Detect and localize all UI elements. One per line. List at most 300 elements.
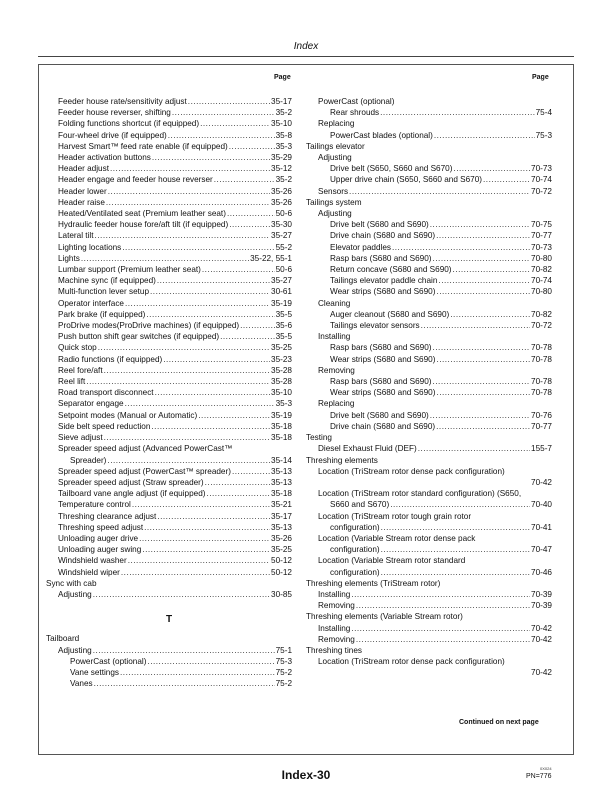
dot-leader: [95, 230, 271, 241]
index-entry: [46, 421, 292, 432]
dot-leader: [220, 331, 274, 342]
index-entry-text: Park brake (if equipped): [58, 309, 146, 319]
index-entry: [46, 219, 292, 230]
index-entry-text: Sieve adjust: [58, 433, 103, 443]
index-entry-text: Hydraulic feeder house fore/aft tilt (if equipped): [58, 220, 229, 230]
index-entry: [306, 555, 552, 566]
page-column-label-right: Page: [532, 74, 549, 81]
dot-leader: [381, 522, 530, 533]
index-entry-page: 70-72: [531, 186, 552, 196]
header-rule: [38, 56, 574, 57]
index-entry: [306, 208, 552, 219]
index-entry: [306, 264, 552, 275]
index-entry-page: 35-2: [275, 175, 292, 185]
index-entry: [46, 286, 292, 297]
index-entry: [306, 600, 552, 611]
index-entry-text: Tailings system: [306, 197, 362, 207]
index-entry: [306, 331, 552, 342]
index-entry-text: Location (TriStream rotor dense pack configuration): [318, 466, 505, 476]
index-entry-text: Drive chain (S680 and S690): [330, 421, 436, 431]
footer-pn: PN=776: [526, 773, 552, 780]
index-entry: [46, 242, 292, 253]
dot-leader: [214, 174, 275, 185]
index-entry-page: 70-77: [531, 421, 552, 431]
index-entry: [306, 533, 552, 544]
dot-leader: [390, 499, 530, 510]
index-entry-text: Side belt speed reduction: [58, 421, 151, 431]
index-entry: [46, 186, 292, 197]
index-column-left: [46, 96, 292, 689]
dot-leader: [430, 219, 530, 230]
index-entry: [306, 488, 552, 499]
index-entry-page: 35-10: [271, 119, 292, 129]
index-entry-text: Replacing: [318, 399, 355, 409]
index-entry: [306, 163, 552, 174]
dot-leader: [172, 107, 275, 118]
index-entry-page: 70-46: [531, 567, 552, 577]
index-entry-text: configuration): [330, 567, 380, 577]
index-entry-text: Threshing elements (TriStream rotor): [306, 578, 441, 588]
running-header: Index: [293, 41, 319, 52]
dot-leader: [168, 130, 275, 141]
index-entry: [46, 410, 292, 421]
index-entry-text: Installing: [318, 332, 351, 342]
index-entry-text: Location (TriStream rotor dense pack configuration): [318, 657, 505, 667]
index-entry-page: 155-7: [531, 444, 552, 454]
dot-leader: [433, 253, 531, 264]
index-entry-text: Road transport disconnect: [58, 388, 154, 398]
index-entry: [46, 466, 292, 477]
index-entry: [46, 354, 292, 365]
index-entry: [306, 242, 552, 253]
section-letter-t: T: [165, 614, 173, 626]
index-entry-page: 35-3: [275, 141, 292, 151]
index-entry-text: Harvest Smart™ feed rate enable (if equipped): [58, 141, 228, 151]
index-entry-text: Reel lift: [58, 377, 86, 387]
index-entry: [306, 354, 552, 365]
index-entry-page: 70-42: [531, 634, 552, 644]
index-entry-text: Location (TriStream rotor tough grain rotor: [318, 511, 472, 521]
index-entry-text: Lights: [58, 253, 80, 263]
index-entry-text: Testing: [306, 433, 332, 443]
index-entry-page: 70-42: [531, 668, 552, 678]
index-entry: [306, 499, 552, 510]
continued-note: Continued on next page: [459, 719, 539, 726]
index-entry: [46, 633, 292, 644]
index-entry: [306, 567, 552, 578]
index-entry: [306, 544, 552, 555]
index-entry-text: Heated/Ventilated seat (Premium leather seat): [58, 209, 226, 219]
index-entry-text: Auger cleanout (S680 and S690): [330, 309, 450, 319]
index-entry-page: 35-13: [271, 477, 292, 487]
index-entry-text: Rasp bars (S680 and S690): [330, 253, 432, 263]
index-entry-text: Push button shift gear switches (if equipped): [58, 332, 220, 342]
dot-leader: [436, 286, 530, 297]
index-entry-text: Reel fore/aft: [58, 365, 103, 375]
index-entry-text: Location (Variable Stream rotor dense pack: [318, 533, 476, 543]
index-entry: [306, 421, 552, 432]
dot-leader: [392, 242, 530, 253]
index-entry-text: Vanes: [70, 679, 93, 689]
index-entry: [306, 186, 552, 197]
index-entry-text: Threshing speed adjust: [58, 522, 144, 532]
index-entry: [46, 455, 292, 466]
index-entry: [46, 331, 292, 342]
dot-leader: [483, 174, 530, 185]
index-entry-text: Sensors: [318, 186, 349, 196]
dot-leader: [147, 656, 274, 667]
index-entry-page: 70-39: [531, 589, 552, 599]
index-entry-text: Location (Variable Stream rotor standard: [318, 556, 466, 566]
index-entry: [46, 499, 292, 510]
index-entry: [306, 174, 552, 185]
dot-leader: [202, 264, 275, 275]
index-entry: [46, 578, 292, 589]
index-entry-text: Windshield washer: [58, 556, 127, 566]
index-entry: [46, 152, 292, 163]
index-entry-text: Tailboard vane angle adjust (if equipped): [58, 489, 206, 499]
index-entry-page: 35-26: [271, 186, 292, 196]
dot-leader: [128, 555, 270, 566]
index-entry: [306, 130, 552, 141]
index-entry-page: 35-28: [271, 365, 292, 375]
index-entry-text: Spreader speed adjust (Advanced PowerCast™: [58, 444, 233, 454]
index-entry: [306, 455, 552, 466]
index-entry-text: Threshing elements (Variable Stream rotor): [306, 612, 463, 622]
index-entry-page: 70-42: [531, 477, 552, 487]
index-entry: [46, 275, 292, 286]
index-entry-page: 75-1: [275, 645, 292, 655]
index-entry: [46, 376, 292, 387]
index-entry-text: Feeder house rate/sensitivity adjust: [58, 97, 187, 106]
index-entry: [46, 432, 292, 443]
index-entry-page: 70-78: [531, 388, 552, 398]
dot-leader: [349, 186, 530, 197]
index-entry: [306, 320, 552, 331]
index-entry-page: 35-17: [271, 97, 292, 106]
dot-leader: [198, 410, 270, 421]
index-entry-text: Tailboard: [46, 634, 80, 644]
index-entry-page: 70-47: [531, 545, 552, 555]
index-entry-page: 70-74: [531, 276, 552, 286]
index-entry-page: 75-3: [275, 656, 292, 666]
index-entry-page: 35-3: [275, 399, 292, 409]
dot-leader: [144, 522, 270, 533]
index-entry: [306, 376, 552, 387]
dot-leader: [380, 107, 534, 118]
index-entry: [306, 141, 552, 152]
index-entry-page: 35-14: [271, 455, 292, 465]
index-entry-text: Removing: [318, 634, 355, 644]
dot-leader: [146, 309, 274, 320]
index-entry: [46, 398, 292, 409]
dot-leader: [93, 645, 275, 656]
index-entry: [306, 219, 552, 230]
dot-leader: [132, 499, 270, 510]
dot-leader: [122, 242, 274, 253]
index-entry-text: Installing: [318, 623, 351, 633]
index-entry: [306, 309, 552, 320]
index-entry-page: 35-22, 55-1: [250, 253, 292, 263]
index-entry-text: Rasp bars (S680 and S690): [330, 343, 432, 353]
index-entry-page: 35-8: [275, 130, 292, 140]
index-entry-text: Return concave (S680 and S690): [330, 265, 452, 275]
index-entry: [306, 342, 552, 353]
dot-leader: [351, 589, 530, 600]
dot-leader: [94, 678, 275, 689]
index-entry-text: Operator interface: [58, 298, 124, 308]
index-entry: [46, 96, 292, 107]
dot-leader: [163, 354, 270, 365]
index-entry: [306, 589, 552, 600]
index-entry: [46, 264, 292, 275]
index-entry-text: Removing: [318, 601, 355, 611]
index-entry: [306, 611, 552, 622]
dot-leader: [436, 354, 530, 365]
index-entry-page: 35-30: [271, 220, 292, 230]
dot-leader: [200, 118, 270, 129]
dot-leader: [188, 96, 270, 107]
index-entry: [306, 410, 552, 421]
dot-leader: [108, 186, 270, 197]
index-entry-page: 70-82: [531, 309, 552, 319]
index-entry-text: Lateral tilt: [58, 231, 94, 241]
index-entry: [306, 275, 552, 286]
index-entry-page: 75-3: [535, 130, 552, 140]
dot-leader: [142, 544, 270, 555]
dot-leader: [93, 589, 270, 600]
index-entry-text: PowerCast (optional): [318, 97, 395, 106]
dot-leader: [436, 387, 530, 398]
index-entry-page: 75-2: [275, 679, 292, 689]
index-entry-text: Separator engage: [58, 399, 124, 409]
index-entry: [306, 432, 552, 443]
index-entry-text: Removing: [318, 365, 355, 375]
index-entry-text: Threshing clearance adjust: [58, 511, 157, 521]
index-entry-text: Wear strips (S680 and S690): [330, 354, 436, 364]
index-entry: [306, 443, 552, 454]
dot-leader: [433, 342, 531, 353]
index-entry-page: 35-19: [271, 410, 292, 420]
index-entry-page: 35-2: [275, 108, 292, 118]
index-entries-left-t: [46, 633, 292, 689]
index-entry-text: Installing: [318, 589, 351, 599]
index-column-right: [306, 96, 552, 679]
dot-leader: [227, 208, 275, 219]
index-entry-text: Lighting locations: [58, 242, 122, 252]
dot-leader: [151, 421, 270, 432]
index-entry-text: Temperature control: [58, 500, 131, 510]
index-entry: [46, 477, 292, 488]
index-entry-text: Threshing elements: [306, 455, 378, 465]
index-entry-page: 35-29: [271, 153, 292, 163]
index-entry: [306, 511, 552, 522]
footer-page-number: Index-30: [281, 768, 331, 782]
page-column-label-left: Page: [274, 74, 291, 81]
index-entry: [306, 667, 552, 678]
index-entry-text: Multi-function lever setup: [58, 287, 150, 297]
dot-leader: [453, 163, 530, 174]
index-entry-page: 35-18: [271, 421, 292, 431]
index-entry-page: 70-73: [531, 242, 552, 252]
index-entry: [306, 623, 552, 634]
dot-leader: [453, 264, 531, 275]
index-entry-text: S660 and S670): [330, 500, 390, 510]
index-entry-text: ProDrive modes(ProDrive machines) (if equipped): [58, 321, 240, 331]
index-entry: [46, 208, 292, 219]
index-entry-text: Spreader speed adjust (PowerCast™ spreader): [58, 466, 231, 476]
dot-leader: [356, 600, 530, 611]
index-entry-page: 35-26: [271, 533, 292, 543]
dot-leader: [232, 466, 270, 477]
index-entry-page: 35-25: [271, 343, 292, 353]
dot-leader: [421, 320, 530, 331]
index-entry: [306, 656, 552, 667]
index-entry: [46, 667, 292, 678]
dot-leader: [104, 432, 270, 443]
index-entry-text: Sync with cab: [46, 578, 97, 588]
index-entry-page: 70-77: [531, 231, 552, 241]
dot-leader: [205, 477, 270, 488]
index-entry: [46, 118, 292, 129]
index-entry-text: Four-wheel drive (if equipped): [58, 130, 167, 140]
index-entry: [306, 298, 552, 309]
index-entry-text: Rear shrouds: [330, 108, 380, 118]
index-entry-text: Header raise: [58, 197, 105, 207]
index-entry-text: Drive belt (S680 and S690): [330, 220, 429, 230]
index-entry-text: Machine sync (if equipped): [58, 276, 156, 286]
index-entry: [306, 96, 552, 107]
index-entry-page: 75-2: [275, 667, 292, 677]
index-entry-page: 75-4: [535, 108, 552, 118]
index-entry-text: Tailings elevator: [306, 141, 365, 151]
index-entry: [46, 488, 292, 499]
index-entry-page: 50-12: [271, 556, 292, 566]
dot-leader: [120, 667, 275, 678]
index-entry-text: Rasp bars (S680 and S690): [330, 377, 432, 387]
index-entry: [46, 107, 292, 118]
index-entry-text: Cleaning: [318, 298, 351, 308]
index-entry-page: 70-80: [531, 253, 552, 263]
index-entry-text: Wear strips (S680 and S690): [330, 388, 436, 398]
dot-leader: [351, 623, 530, 634]
dot-leader: [139, 533, 270, 544]
index-entry: [306, 107, 552, 118]
index-entry-text: Threshing tines: [306, 645, 362, 655]
dot-leader: [107, 455, 270, 466]
index-entry-text: Drive chain (S680 and S690): [330, 231, 436, 241]
index-entry-text: Header lower: [58, 186, 107, 196]
index-entry-text: Drive belt (S680 and S690): [330, 410, 429, 420]
index-entry-page: 50-12: [271, 567, 292, 577]
index-entry-text: Adjusting: [58, 589, 92, 599]
index-entry-page: 35-13: [271, 522, 292, 532]
index-entry-page: 50-6: [275, 265, 292, 275]
index-entry-page: 35-10: [271, 388, 292, 398]
dot-leader: [229, 219, 270, 230]
dot-leader: [81, 253, 249, 264]
index-entry: [46, 365, 292, 376]
index-entry-text: Header adjust: [58, 164, 109, 174]
index-entry-text: Upper drive chain (S650, S660 and S670): [330, 175, 483, 185]
dot-leader: [450, 309, 530, 320]
index-entry-text: PowerCast blades (optional): [330, 130, 433, 140]
index-entry-text: Spreader speed adjust (Straw spreader): [58, 477, 204, 487]
index-entry: [46, 522, 292, 533]
index-entries-left: [46, 96, 292, 600]
index-entry-text: Folding functions shortcut (if equipped): [58, 119, 200, 129]
index-entry-page: 70-73: [531, 164, 552, 174]
index-entry-page: 50-6: [275, 209, 292, 219]
index-entry-page: 30-61: [271, 287, 292, 297]
index-entry-text: Quick stop: [58, 343, 97, 353]
index-entry-page: 35-17: [271, 511, 292, 521]
index-entry: [46, 230, 292, 241]
index-entries-right: [306, 96, 552, 679]
dot-leader: [381, 544, 530, 555]
index-entry-text: Setpoint modes (Manual or Automatic): [58, 410, 198, 420]
index-entry-page: 35-27: [271, 276, 292, 286]
index-entry-text: Spreader): [70, 455, 107, 465]
index-entry-page: 35-26: [271, 197, 292, 207]
dot-leader: [125, 398, 275, 409]
index-entry-text: Tailings elevator paddle chain: [330, 276, 438, 286]
dot-leader: [106, 197, 270, 208]
index-entry: [46, 567, 292, 578]
index-entry: [46, 544, 292, 555]
index-entry-page: 35-18: [271, 489, 292, 499]
index-entry-text: Windshield wiper: [58, 567, 120, 577]
index-entry: [306, 118, 552, 129]
index-entry: [46, 589, 292, 600]
index-entry: [46, 387, 292, 398]
index-entry-text: configuration): [330, 522, 380, 532]
dot-leader: [125, 298, 270, 309]
index-entry: [46, 174, 292, 185]
index-entry-page: 70-40: [531, 500, 552, 510]
index-entry-text: Lumbar support (Premium leather seat): [58, 265, 201, 275]
index-entry-text: PowerCast (optional): [70, 656, 147, 666]
index-entry: [46, 443, 292, 454]
index-entry: [46, 511, 292, 522]
index-entry-text: Tailings elevator sensors: [330, 321, 420, 331]
index-entry: [306, 286, 552, 297]
dot-leader: [436, 230, 530, 241]
index-entry-text: Vane settings: [70, 667, 120, 677]
index-entry: [306, 522, 552, 533]
index-entry: [306, 365, 552, 376]
dot-leader: [110, 163, 270, 174]
index-entry-text: Header activation buttons: [58, 153, 151, 163]
index-entry: [46, 678, 292, 689]
index-entry-page: 70-42: [531, 623, 552, 633]
index-entry-page: 35-27: [271, 231, 292, 241]
index-entry-page: 35-19: [271, 298, 292, 308]
index-entry-page: 70-74: [531, 175, 552, 185]
index-entry-page: 35-28: [271, 377, 292, 387]
index-entry: [46, 320, 292, 331]
index-entry-page: 70-72: [531, 321, 552, 331]
index-entry-text: Unloading auger drive: [58, 533, 139, 543]
index-entry-page: 70-39: [531, 601, 552, 611]
index-entry-page: 35-5: [275, 332, 292, 342]
index-entry: [46, 163, 292, 174]
dot-leader: [121, 567, 270, 578]
dot-leader: [98, 342, 270, 353]
index-entry-text: Adjusting: [58, 645, 92, 655]
index-entry-text: Wear strips (S680 and S690): [330, 287, 436, 297]
dot-leader: [240, 320, 275, 331]
